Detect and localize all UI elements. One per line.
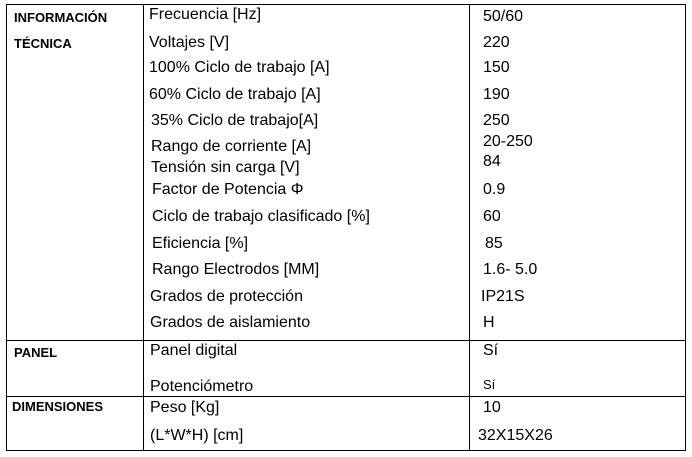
border-bottom [6, 450, 686, 451]
column-divider-1 [143, 4, 144, 451]
border-top [6, 4, 686, 5]
label-duty-35: 35% Ciclo de trabajo[A] [151, 112, 319, 129]
label-insulation-grade: Grados de aislamiento [150, 314, 311, 331]
value-duty-60: 190 [483, 86, 510, 103]
value-power-factor: 0.9 [483, 181, 506, 198]
label-duty-100: 100% Ciclo de trabajo [A] [149, 59, 330, 76]
label-power-factor: Factor de Potencia Φ [152, 181, 304, 198]
section-divider-panel [6, 340, 686, 341]
label-current-range: Rango de corriente [A] [151, 138, 312, 155]
label-dimensions: (L*W*H) [cm] [150, 427, 244, 444]
value-efficiency: 85 [485, 235, 503, 252]
value-insulation-grade: H [483, 314, 495, 331]
value-electrode-range: 1.6- 5.0 [483, 261, 538, 278]
value-weight: 10 [483, 399, 501, 416]
value-duty-100: 150 [483, 59, 510, 76]
value-digital-panel: Sí [483, 342, 499, 359]
label-efficiency: Eficiencia [%] [152, 235, 249, 252]
label-frequency: Frecuencia [Hz] [149, 6, 262, 23]
section-divider-dimensions [6, 396, 686, 397]
value-rated-duty-cycle: 60 [483, 208, 501, 225]
value-open-circuit-voltage: 84 [483, 153, 501, 170]
column-divider-2 [469, 4, 470, 451]
section-title-panel: PANEL [14, 345, 58, 360]
label-weight: Peso [Kg] [150, 399, 220, 416]
value-current-range: 20-250 [483, 133, 533, 150]
label-rated-duty-cycle: Ciclo de trabajo clasificado [%] [152, 208, 370, 225]
label-open-circuit-voltage: Tensión sin carga [V] [151, 159, 300, 176]
value-dimensions: 32X15X26 [478, 427, 553, 444]
section-title-technical-line1: INFORMACIÓN [14, 10, 108, 25]
value-frequency: 50/60 [483, 8, 524, 25]
border-left [6, 4, 7, 451]
label-potentiometer: Potenciómetro [150, 378, 254, 395]
section-title-dimensions: DIMENSIONES [12, 399, 104, 414]
label-voltage: Voltajes [V] [149, 34, 230, 51]
section-title-technical-line2: TÉCNICA [14, 36, 72, 51]
label-duty-60: 60% Ciclo de trabajo [A] [149, 86, 321, 103]
border-right [685, 4, 686, 451]
label-digital-panel: Panel digital [150, 342, 238, 359]
value-protection-grade: IP21S [481, 288, 525, 305]
value-duty-35: 250 [483, 112, 510, 129]
value-voltage: 220 [483, 34, 510, 51]
label-electrode-range: Rango Electrodos [MM] [152, 261, 320, 278]
value-potentiometer: Sí [483, 377, 496, 392]
label-protection-grade: Grados de protección [150, 288, 303, 305]
